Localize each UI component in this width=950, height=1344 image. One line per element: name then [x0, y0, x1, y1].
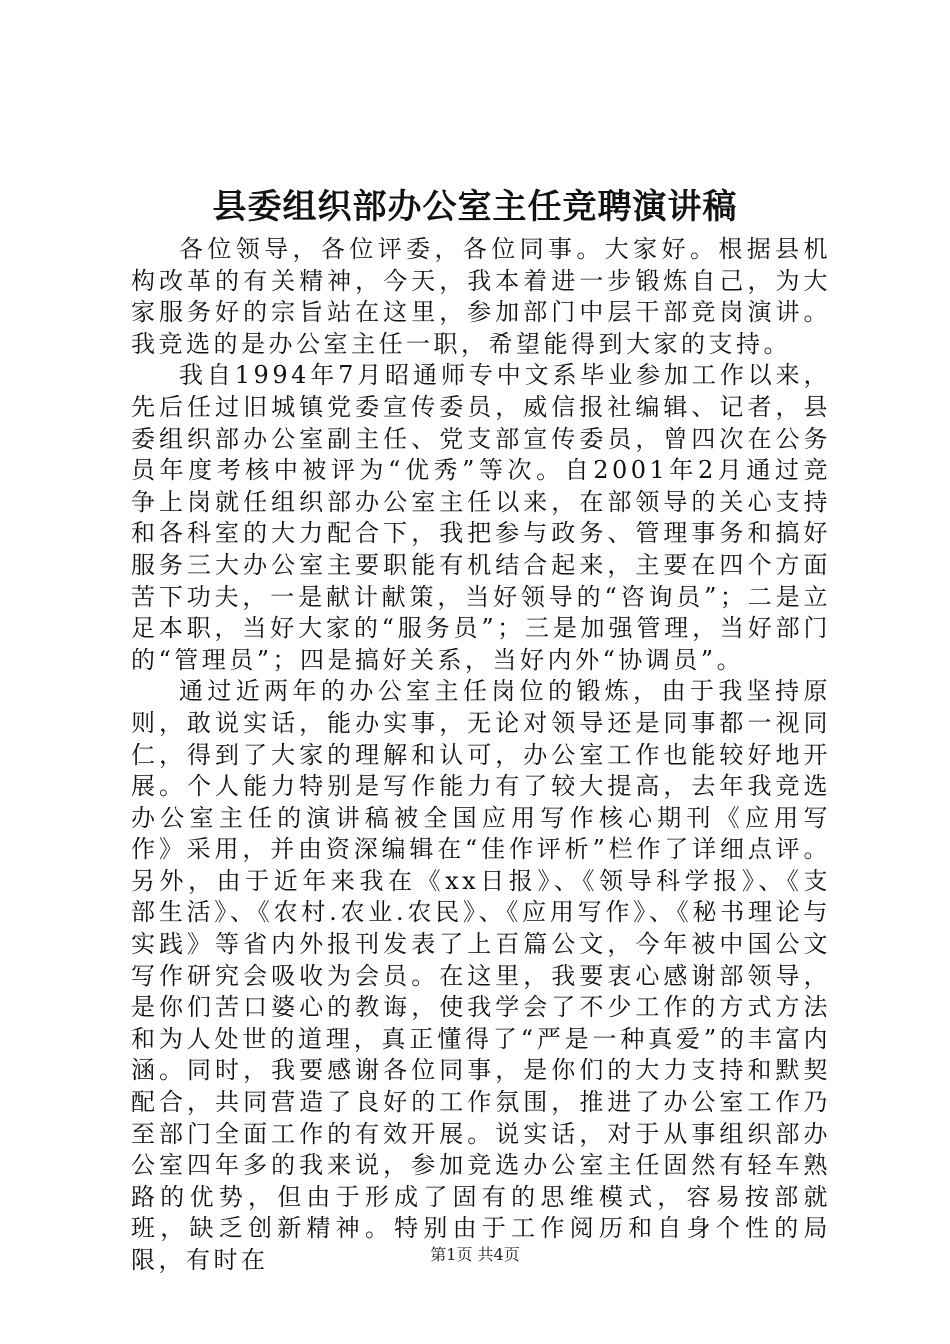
- document-title: 县委组织部办公室主任竞聘演讲稿: [212, 187, 738, 227]
- paragraph-1: 各位领导，各位评委，各位同事。大家好。根据县机构改革的有关精神，今天，我本着进一步锻炼自己，为大家服务好的宗旨站在这里，参加部门中层干部竞岗演讲。我竞选的是办公室主任一职，希望能得到大家的支持。: [131, 235, 831, 358]
- paragraph-2: 我自1994年7月昭通师专中文系毕业参加工作以来，先后任过旧城镇党委宣传委员，威信报社编辑、记者，县委组织部办公室副主任、党支部宣传委员，曾四次在公务员年度考核中被评为“优秀”等次。自2001年2月通过竞争上岗就任组织部办公室主任以来，在部领导的关心支持和各科室的大力配合下，我把参与政务、管理事务和搞好服务三大办公室主要职能有机结合起来，主要在四个方面苦下功夫，一是献计献策，当好领导的“咨询员”；二是立足本职，当好大家的“服务员”；三是加强管理，当好部门的“管理员”；四是搞好关系，当好内外“协调员”。: [131, 361, 831, 674]
- page-number-footer: 第1页 共4页: [430, 1245, 520, 1264]
- document-body: [131, 234, 831, 1277]
- paragraph-3: 通过近两年的办公室主任岗位的锻炼，由于我坚持原则，敢说实话，能办实事，无论对领导还是同事都一视同仁，得到了大家的理解和认可，办公室工作也能较好地开展。个人能力特别是写作能力有了较大提高，去年我竞选办公室主任的演讲稿被全国应用写作核心期刊《应用写作》采用，并由资深编辑在“佳作评析”栏作了详细点评。另外，由于近年来我在《xx日报》、《领导科学报》、《支部生活》、《农村.农业.农民》、《应用写作》、《秘书理论与实践》等省内外报刊发表了上百篇公文，今年被中国公文写作研究会吸收为会员。在这里，我要衷心感谢部领导，是你们苦口婆心的教诲，使我学会了不少工作的方式方法和为人处世的道理，真正懂得了“严是一种真爱”的丰富内涵。同时，我要感谢各位同事，是你们的大力支持和默契配合，共同营造了良好的工作氛围，推进了办公室工作乃至部门全面工作的有效开展。说实话，对于从事组织部办公室四年多的我来说，参加竞选办公室主任固然有轻车熟路的优势，但由于形成了固有的思维模式，容易按部就班，缺乏创新精神。特别由于工作阅历和自身个性的局限，有时在: [131, 677, 831, 1274]
